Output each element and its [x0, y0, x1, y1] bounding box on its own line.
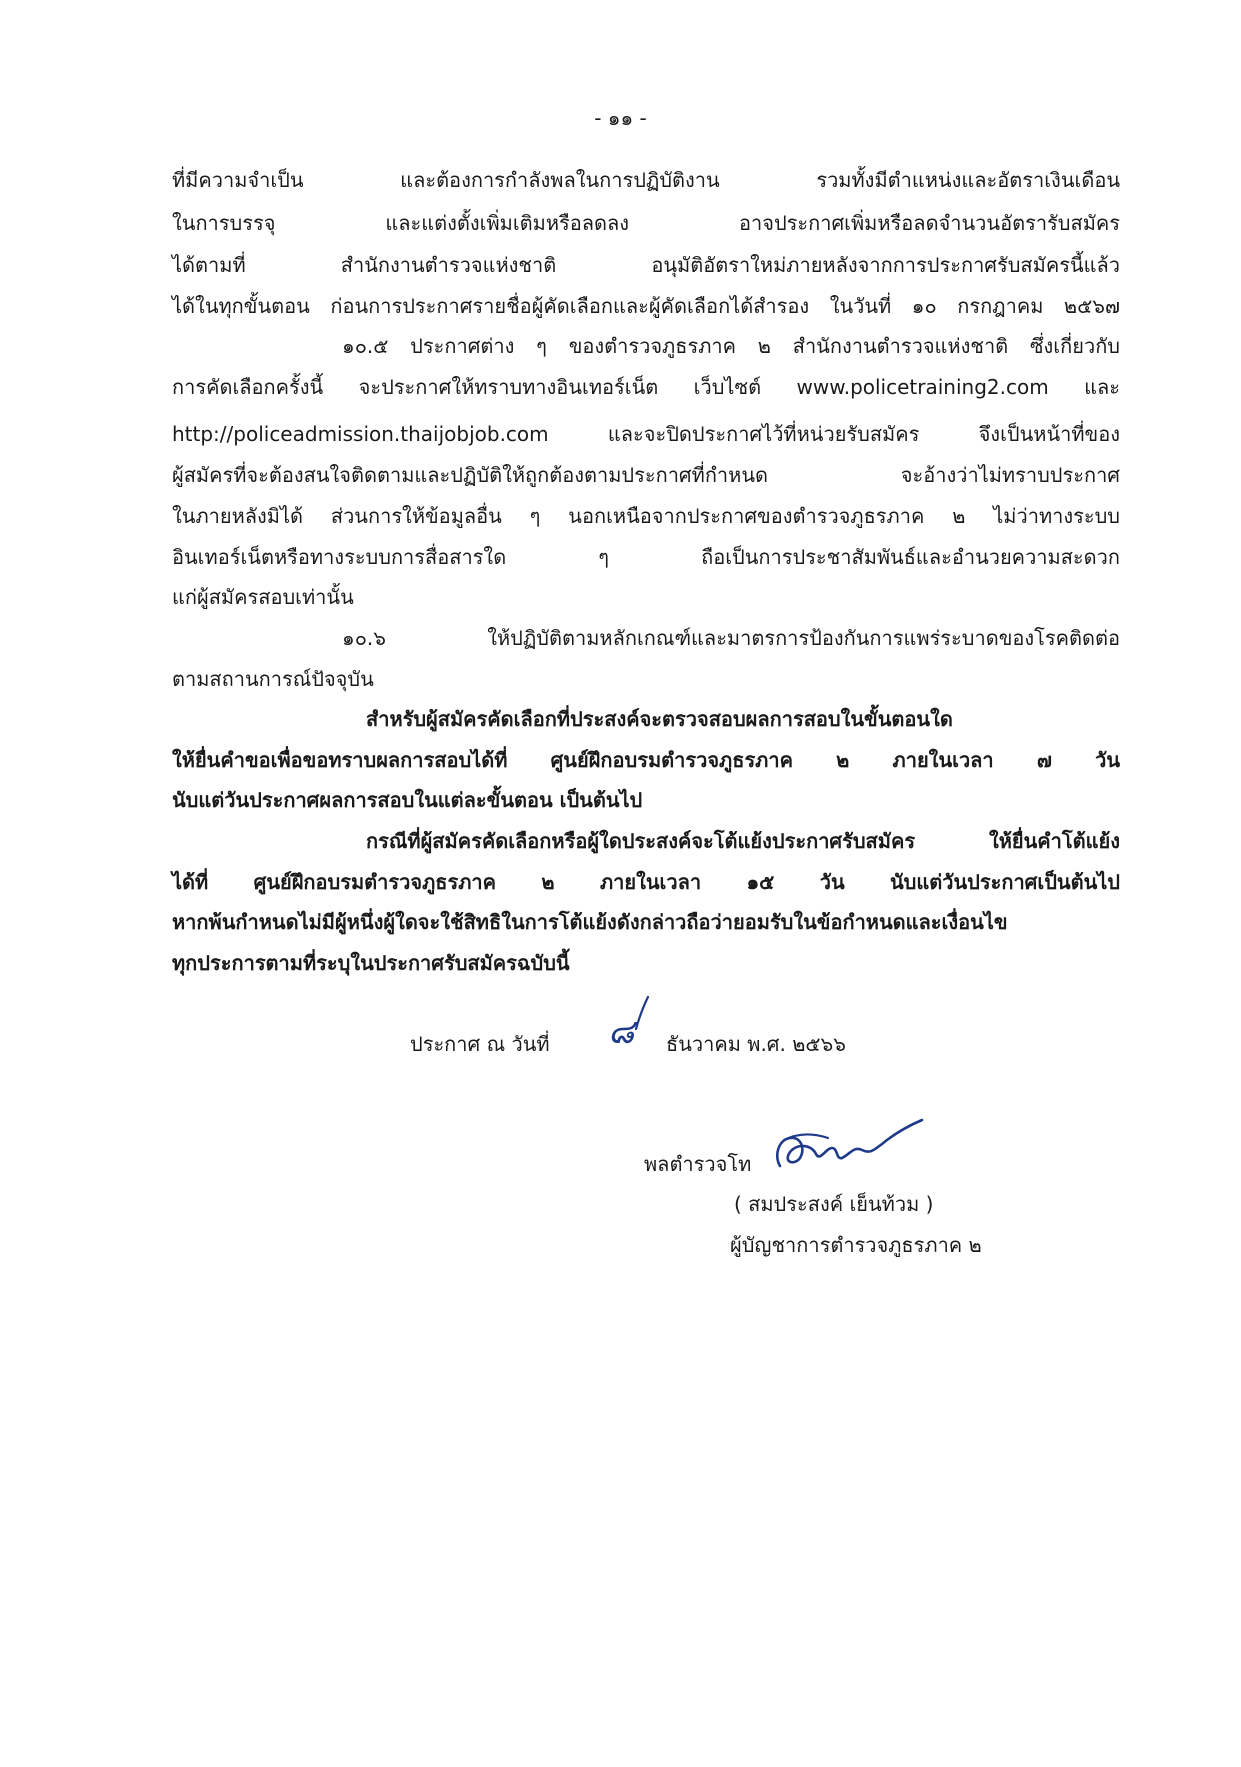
signer-position: ผู้บัญชาการตำรวจภูธรภาค ๒	[730, 1233, 982, 1257]
text-line: อินเทอร์เน็ตหรือทางระบบการสื่อสารใด ๆ ถือเป็นการประชาสัมพันธ์และอำนวยความสะดวก	[172, 545, 1120, 569]
text-line: ตามสถานการณ์ปัจจุบัน	[172, 667, 374, 691]
text-line: ๑๐.๕ ประกาศต่าง ๆ ของตำรวจภูธรภาค ๒ สำนักงานตำรวจแห่งชาติ ซึ่งเกี่ยวกับ	[342, 334, 1120, 358]
bold-text-line: หากพ้นกำหนดไม่มีผู้หนึ่งผู้ใดจะใช้สิทธิในการโต้แย้งดังกล่าวถือว่ายอมรับในข้อกำหนดและเงื่อนไข	[172, 910, 1008, 934]
text-line: ที่มีความจำเป็น และต้องการกำลังพลในการปฏิบัติงาน รวมทั้งมีตำแหน่งและอัตราเงินเดือน	[172, 168, 1120, 192]
text-line: ผู้สมัครที่จะต้องสนใจติดตามและปฏิบัติให้ถูกต้องตามประกาศที่กำหนด จะอ้างว่าไม่ทราบประกาศ	[172, 463, 1120, 487]
signer-name: ( สมประสงค์ เย็นท้วม )	[734, 1192, 934, 1216]
announce-month-year: ธันวาคม พ.ศ. ๒๕๖๖	[666, 1032, 846, 1056]
bold-text-line: ให้ยื่นคำขอเพื่อขอทราบผลการสอบได้ที่ ศูนย์ฝึกอบรมตำรวจภูธรภาค ๒ ภายในเวลา ๗ วัน	[172, 748, 1120, 772]
bold-text-line: สำหรับผู้สมัครคัดเลือกที่ประสงค์จะตรวจสอบผลการสอบในขั้นตอนใด	[366, 707, 953, 731]
handwritten-stroke-icon	[600, 995, 670, 1045]
text-line: การคัดเลือกครั้งนี้ จะประกาศให้ทราบทางอินเทอร์เน็ต เว็บไซต์ www.policetraining2.com และ	[172, 375, 1120, 399]
bold-text-line: ทุกประการตามที่ระบุในประกาศรับสมัครฉบับนี้	[172, 951, 570, 975]
text-line: ๑๐.๖ ให้ปฏิบัติตามหลักเกณฑ์และมาตรการป้องกันการแพร่ระบาดของโรคติดต่อ	[342, 626, 1120, 650]
text-line: แก่ผู้สมัครสอบเท่านั้น	[172, 585, 354, 609]
text-line: ในภายหลังมิได้ ส่วนการให้ข้อมูลอื่น ๆ นอกเหนือจากประกาศของตำรวจภูธรภาค ๒ ไม่ว่าทางระบบ	[172, 504, 1120, 528]
page-number: - ๑๑ -	[594, 106, 647, 130]
bold-text-line: นับแต่วันประกาศผลการสอบในแต่ละขั้นตอน เป็นต้นไป	[172, 788, 643, 812]
text-line: ในการบรรจุ และแต่งตั้งเพิ่มเติมหรือลดลง อาจประกาศเพิ่มหรือลดจำนวนอัตรารับสมัคร	[172, 211, 1120, 235]
signer-rank: พลตำรวจโท	[644, 1152, 752, 1176]
announce-date-prefix: ประกาศ ณ วันที่	[410, 1032, 550, 1056]
text-line: ได้ในทุกขั้นตอน ก่อนการประกาศรายชื่อผู้คัดเลือกและผู้คัดเลือกได้สำรอง ในวันที่ ๑๐ กรกฎาคม ๒๕๖๗	[172, 294, 1120, 318]
bold-text-line: กรณีที่ผู้สมัครคัดเลือกหรือผู้ใดประสงค์จะโต้แย้งประกาศรับสมัคร ให้ยื่นคำโต้แย้ง	[366, 829, 1120, 853]
text-line: ได้ตามที่ สำนักงานตำรวจแห่งชาติ อนุมัติอัตราใหม่ภายหลังจากการประกาศรับสมัครนี้แล้ว	[172, 253, 1120, 277]
bold-text-line: ได้ที่ ศูนย์ฝึกอบรมตำรวจภูธรภาค ๒ ภายในเวลา ๑๕ วัน นับแต่วันประกาศเป็นต้นไป	[172, 870, 1120, 894]
announce-day-handwritten: ๘	[608, 1012, 635, 1052]
signature-icon	[770, 1118, 930, 1178]
text-line: http://policeadmission.thaijobjob.com และจะปิดประกาศไว้ที่หน่วยรับสมัคร จึงเป็นหน้าที่ของ	[172, 422, 1120, 446]
